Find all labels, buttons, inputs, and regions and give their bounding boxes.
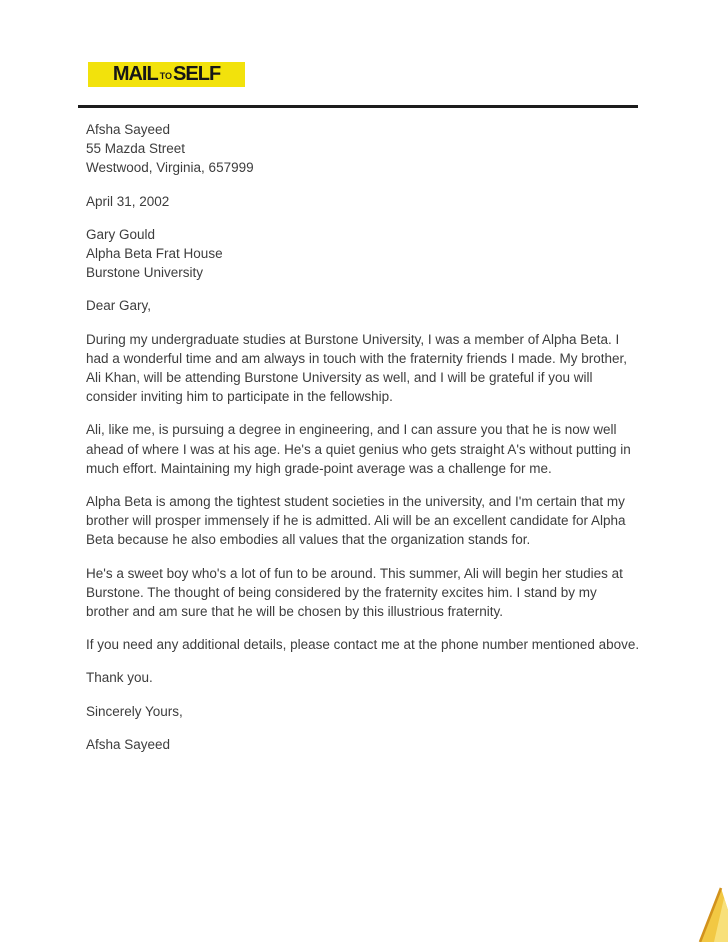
recipient-address-block — [86, 225, 642, 283]
corner-ribbon-decoration — [688, 882, 728, 942]
body-paragraph-1: During my undergraduate studies at Burstone University, I was a member of Alpha Beta. I had a wonderful time and am always in touch with the fraternity friends I made. My brother, Ali Khan, will be attending Burstone University as well, and I will be grateful if you will consider inviting him to participate in the fellowship. — [86, 331, 628, 405]
body-paragraph-5: If you need any additional details, please contact me at the phone number mentioned above. — [86, 637, 640, 653]
sender-city-line: Westwood, Virginia, 657999 — [86, 160, 254, 176]
mail-to-self-logo — [88, 62, 245, 87]
date-line: April 31, 2002 — [86, 193, 170, 209]
logo-text-self: SELF — [173, 63, 221, 85]
letter-body — [86, 120, 642, 768]
recipient-name: Gary Gould — [86, 226, 156, 242]
sender-address-block — [86, 120, 642, 178]
salutation: Dear Gary, — [86, 298, 152, 314]
closing-line: Sincerely Yours, — [86, 703, 183, 719]
header-divider — [78, 105, 638, 108]
body-paragraph-4: He's a sweet boy who's a lot of fun to be around. This summer, Ali will begin her studies at Burstone. The thought of being considered by the fraternity excites him. I stand by my brother and am sure that he will be chosen by this illustrious fraternity. — [86, 565, 623, 620]
sender-name: Afsha Sayeed — [86, 122, 171, 137]
sender-street: 55 Mazda Street — [86, 141, 186, 157]
logo-text-to: TO — [159, 71, 173, 81]
thank-you-line: Thank you. — [86, 670, 153, 686]
body-paragraph-2: Ali, like me, is pursuing a degree in engineering, and I can assure you that he is now well ahead of where I was at his age. He's a quiet genius who gets straight A's without putting in much effort. Maintaining my high grade-point average was a challenge for me. — [86, 422, 631, 476]
signature-name: Afsha Sayeed — [86, 736, 171, 752]
body-paragraph-3: Alpha Beta is among the tightest student societies in the university, and I'm certain that my brother will prosper immensely if he is admitted. Ali will be an excellent candidate for Alpha Beta because he also embodies all values that the organization stands for. — [86, 494, 626, 548]
logo-text-mail: MAIL — [112, 63, 158, 85]
recipient-institution: Burstone University — [86, 265, 204, 281]
recipient-organization: Alpha Beta Frat House — [86, 246, 223, 262]
